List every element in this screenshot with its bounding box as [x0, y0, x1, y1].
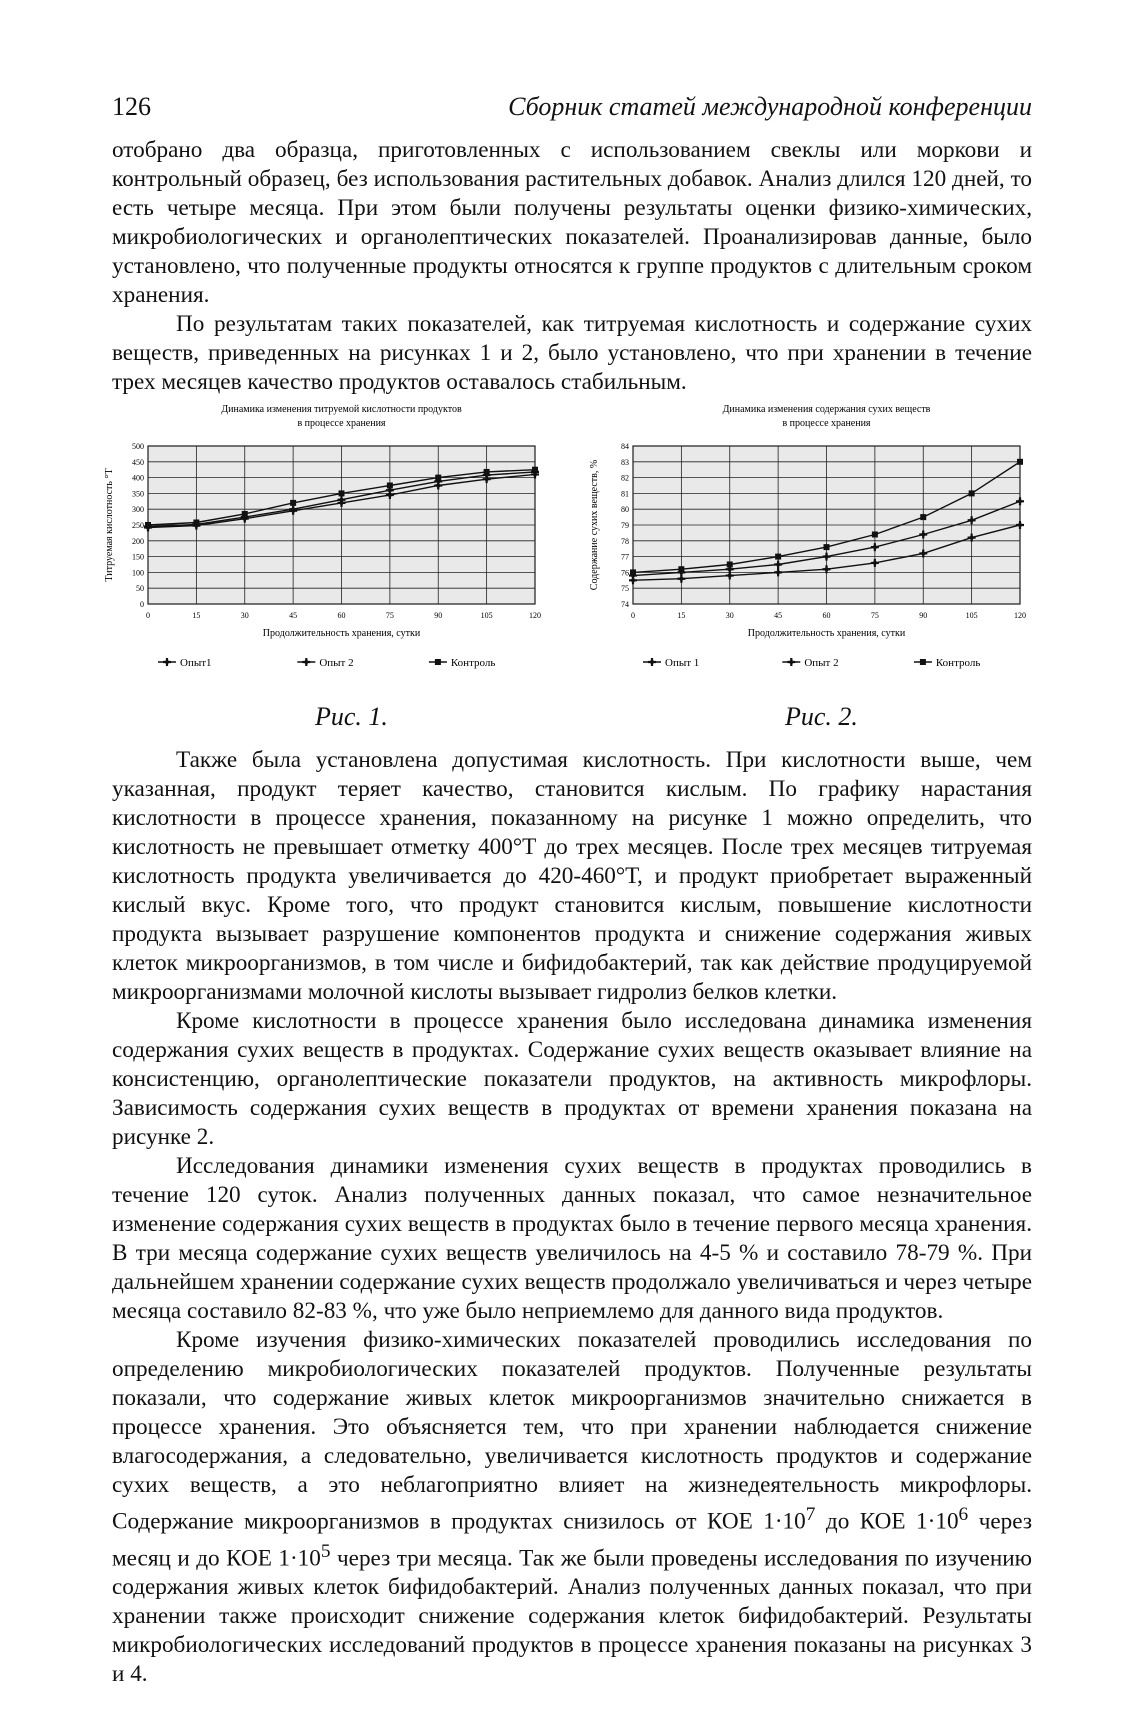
data-point [650, 660, 654, 664]
data-point [969, 490, 975, 496]
paragraph: По результатам таких показателей, как титруемая кислотность и содержание сухих веществ, приведенных на рисунках 1 и 2, было установлено, что при хранении в течение трех месяцев качество продуктов оставалось стабильным. [112, 311, 1032, 395]
x-tick-label: 75 [385, 611, 394, 620]
dry-matter-chart [585, 400, 1035, 700]
data-point [728, 567, 732, 571]
y-tick-label: 200 [132, 536, 144, 546]
y-tick-label: 78 [621, 536, 629, 546]
data-point [970, 536, 974, 540]
data-point [340, 498, 344, 502]
legend-label: Опыт 2 [319, 657, 354, 669]
data-point [921, 532, 925, 536]
x-tick-label: 90 [919, 611, 928, 620]
data-point [776, 563, 780, 567]
data-point [630, 569, 636, 575]
chart-title: Динамика изменения титруемой кислотности продуктов [221, 404, 462, 415]
text-run: через три месяца. Так же были проведены исследования по изучению содержания живых клеток бифидобактерий. Анализ полученных данных показал, что при хранении также происходит снижение содержания клеток бифидобактерий. Результаты микробиологических исследований продуктов в процессе хранения показаны на рисунках 3 и 4. [112, 1545, 1032, 1688]
y-tick-label: 0 [140, 600, 144, 609]
data-point [304, 660, 308, 664]
y-tick-label: 77 [621, 552, 629, 562]
chart-title: Динамика изменения содержания сухих веществ [722, 404, 931, 415]
legend-label: Опыт1 [180, 657, 212, 669]
x-tick-label: 30 [240, 611, 249, 620]
data-point [532, 467, 538, 473]
data-point [1017, 459, 1023, 465]
x-tick-label: 60 [822, 611, 831, 620]
data-point [825, 567, 829, 571]
exponent: 7 [805, 1504, 816, 1525]
y-tick-label: 450 [132, 457, 144, 467]
data-point [825, 555, 829, 559]
legend-label: Опыт 1 [665, 657, 700, 669]
y-axis-label: Титруемая кислотность °Т [104, 468, 115, 582]
x-tick-label: 120 [529, 611, 541, 620]
data-point [728, 574, 732, 578]
paragraph: Также была установлена допустимая кислотность. При кислотности выше, чем указанная, продукт теряет качество, становится кислым. По графику нарастания кислотности в процессе хранения, показанному на рисунке 1 можно определить, что кислотность не превышает отметку 400°Т до трех месяцев. После трех месяцев титруемая кислотность продукта увеличивается до 420-460°Т, и продукт приобретает выраженный кислый вкус. Кроме того, что продукт становится кислым, повышение кислотности продукта вызывает разрушение компонентов продукта и снижение содержания живых клеток микроорганизмов, в том числе и бифидобактерий, так как действие продуцируемой микроорганизмами молочной кислоты вызывает гидролиз белков клетки. [112, 747, 1032, 1005]
data-point [242, 511, 248, 517]
chart-title: в процессе хранения [297, 418, 386, 429]
paragraph [112, 1326, 1032, 1689]
x-tick-label: 105 [965, 611, 978, 620]
x-tick-label: 60 [337, 611, 346, 620]
y-tick-label: 250 [132, 521, 144, 530]
y-tick-label: 400 [132, 473, 144, 483]
y-tick-label: 350 [132, 489, 144, 499]
figure-1-caption: Рис. 1. [315, 702, 388, 731]
data-point [727, 562, 733, 568]
figure-2 [585, 400, 1035, 750]
x-tick-label: 45 [289, 611, 298, 620]
x-axis-label: Продолжительность хранения, сутки [747, 628, 906, 639]
x-tick-label: 30 [725, 611, 734, 620]
figure-1 [100, 400, 550, 750]
intro-text [112, 136, 1032, 397]
y-tick-label: 150 [132, 552, 144, 562]
text-run: через месяц и до КОЕ 1·10 [112, 1508, 1032, 1572]
data-point [776, 570, 780, 574]
x-tick-label: 120 [1014, 611, 1026, 620]
data-point [484, 469, 490, 475]
data-point [921, 551, 925, 555]
data-point [920, 659, 926, 665]
y-tick-label: 79 [621, 521, 629, 530]
y-tick-label: 74 [621, 600, 629, 609]
y-tick-label: 84 [621, 442, 629, 451]
data-point [789, 660, 793, 664]
x-tick-label: 15 [192, 611, 201, 620]
x-tick-label: 90 [434, 611, 443, 620]
data-point [873, 561, 877, 565]
exponent: 5 [320, 1540, 331, 1562]
exponent: 6 [958, 1504, 969, 1525]
y-tick-label: 76 [621, 568, 629, 578]
paragraph: отобрано два образца, приготовленных с использованием свеклы или моркови и контрольный образец, без использования растительных добавок. Анализ длился 120 дней, то есть четыре месяца. При этом были получены результаты оценки физико-химических, микробиологических и органолептических показателей. Проанализировав данные, было установлено, что полученные продукты относятся к группе продуктов с длительным сроком хранения. [112, 137, 1032, 308]
data-point [193, 519, 199, 525]
data-point [291, 507, 295, 511]
data-point [970, 518, 974, 522]
x-tick-label: 45 [774, 611, 783, 620]
y-tick-label: 82 [621, 473, 629, 483]
text-run: до КОЕ 1·10 [815, 1508, 959, 1535]
data-point [387, 483, 393, 489]
y-tick-label: 81 [621, 489, 629, 499]
legend-label: Контроль [935, 657, 981, 669]
x-tick-label: 0 [631, 611, 635, 620]
data-point [165, 660, 169, 664]
page-number: 126 [112, 92, 151, 121]
data-point [872, 531, 878, 537]
paragraph: Кроме кислотности в процессе хранения было исследована динамика изменения содержания сухих веществ в продуктах. Содержание сухих веществ оказывает влияние на консистенцию, органолептические показатели продуктов, на активность микрофлоры. Зависимость содержания сухих веществ в продуктах от времени хранения показана на рисунке 2. [112, 1008, 1032, 1150]
data-point [290, 500, 296, 506]
y-tick-label: 300 [132, 505, 144, 515]
data-point [679, 577, 683, 581]
text-run: Кроме изучения физико-химических показателей проводились исследования по определению микробиологических показателей продуктов. Полученные результаты показали, что содержание живых клеток микроорганизмов значительно снижается в процессе хранения. Это объясняется тем, что при хранении наблюдается снижение влагосодержания, а следовательно, увеличивается кислотность продуктов и содержание сухих веществ, а это неблагоприятно влияет на жизнедеятельность микрофлоры. Содержание микроорганизмов в продуктах снизилось от КОЕ 1·10 [112, 1327, 1032, 1535]
legend-label: Контроль [450, 657, 496, 669]
y-tick-label: 500 [132, 442, 144, 451]
running-title: Сборник статей международной конференции [508, 92, 1032, 121]
y-tick-label: 75 [621, 584, 629, 594]
x-tick-label: 75 [870, 611, 879, 620]
paragraph: Исследования динамики изменения сухих веществ в продуктах проводились в течение 120 суток. Анализ полученных данных показал, что самое незначительное изменение содержания сухих веществ в продуктах было в течение первого месяца хранения. В три месяца содержание сухих веществ увеличилось на 4-5 % и составило 78-79 %. При дальнейшем хранении содержание сухих веществ продолжало увеличиваться и через четыре месяца составило 82-83 %, что уже было неприемлемо для данного вида продуктов. [112, 1153, 1032, 1324]
y-tick-label: 83 [621, 457, 629, 467]
x-axis-label: Продолжительность хранения, сутки [262, 628, 421, 639]
y-tick-label: 50 [136, 584, 144, 594]
page-header [112, 92, 1032, 132]
chart-title: в процессе хранения [782, 418, 871, 429]
body-text [112, 746, 1032, 1689]
data-point [678, 566, 684, 572]
data-point [873, 545, 877, 549]
x-tick-label: 105 [480, 611, 493, 620]
data-point [920, 514, 926, 520]
y-tick-label: 80 [621, 505, 629, 515]
figure-2-caption: Рис. 2. [785, 702, 858, 731]
data-point [145, 522, 151, 528]
data-point [339, 490, 345, 496]
y-tick-label: 100 [132, 568, 144, 578]
x-tick-label: 0 [146, 611, 150, 620]
data-point [435, 475, 441, 481]
legend-label: Опыт 2 [804, 657, 839, 669]
acidity-chart [100, 400, 550, 700]
data-point [775, 554, 781, 560]
y-axis-label: Содержание сухих веществ, % [589, 459, 600, 591]
data-point [435, 659, 441, 665]
data-point [1018, 523, 1022, 527]
data-point [388, 488, 392, 492]
data-point [1018, 499, 1022, 503]
data-point [824, 544, 830, 550]
x-tick-label: 15 [677, 611, 686, 620]
